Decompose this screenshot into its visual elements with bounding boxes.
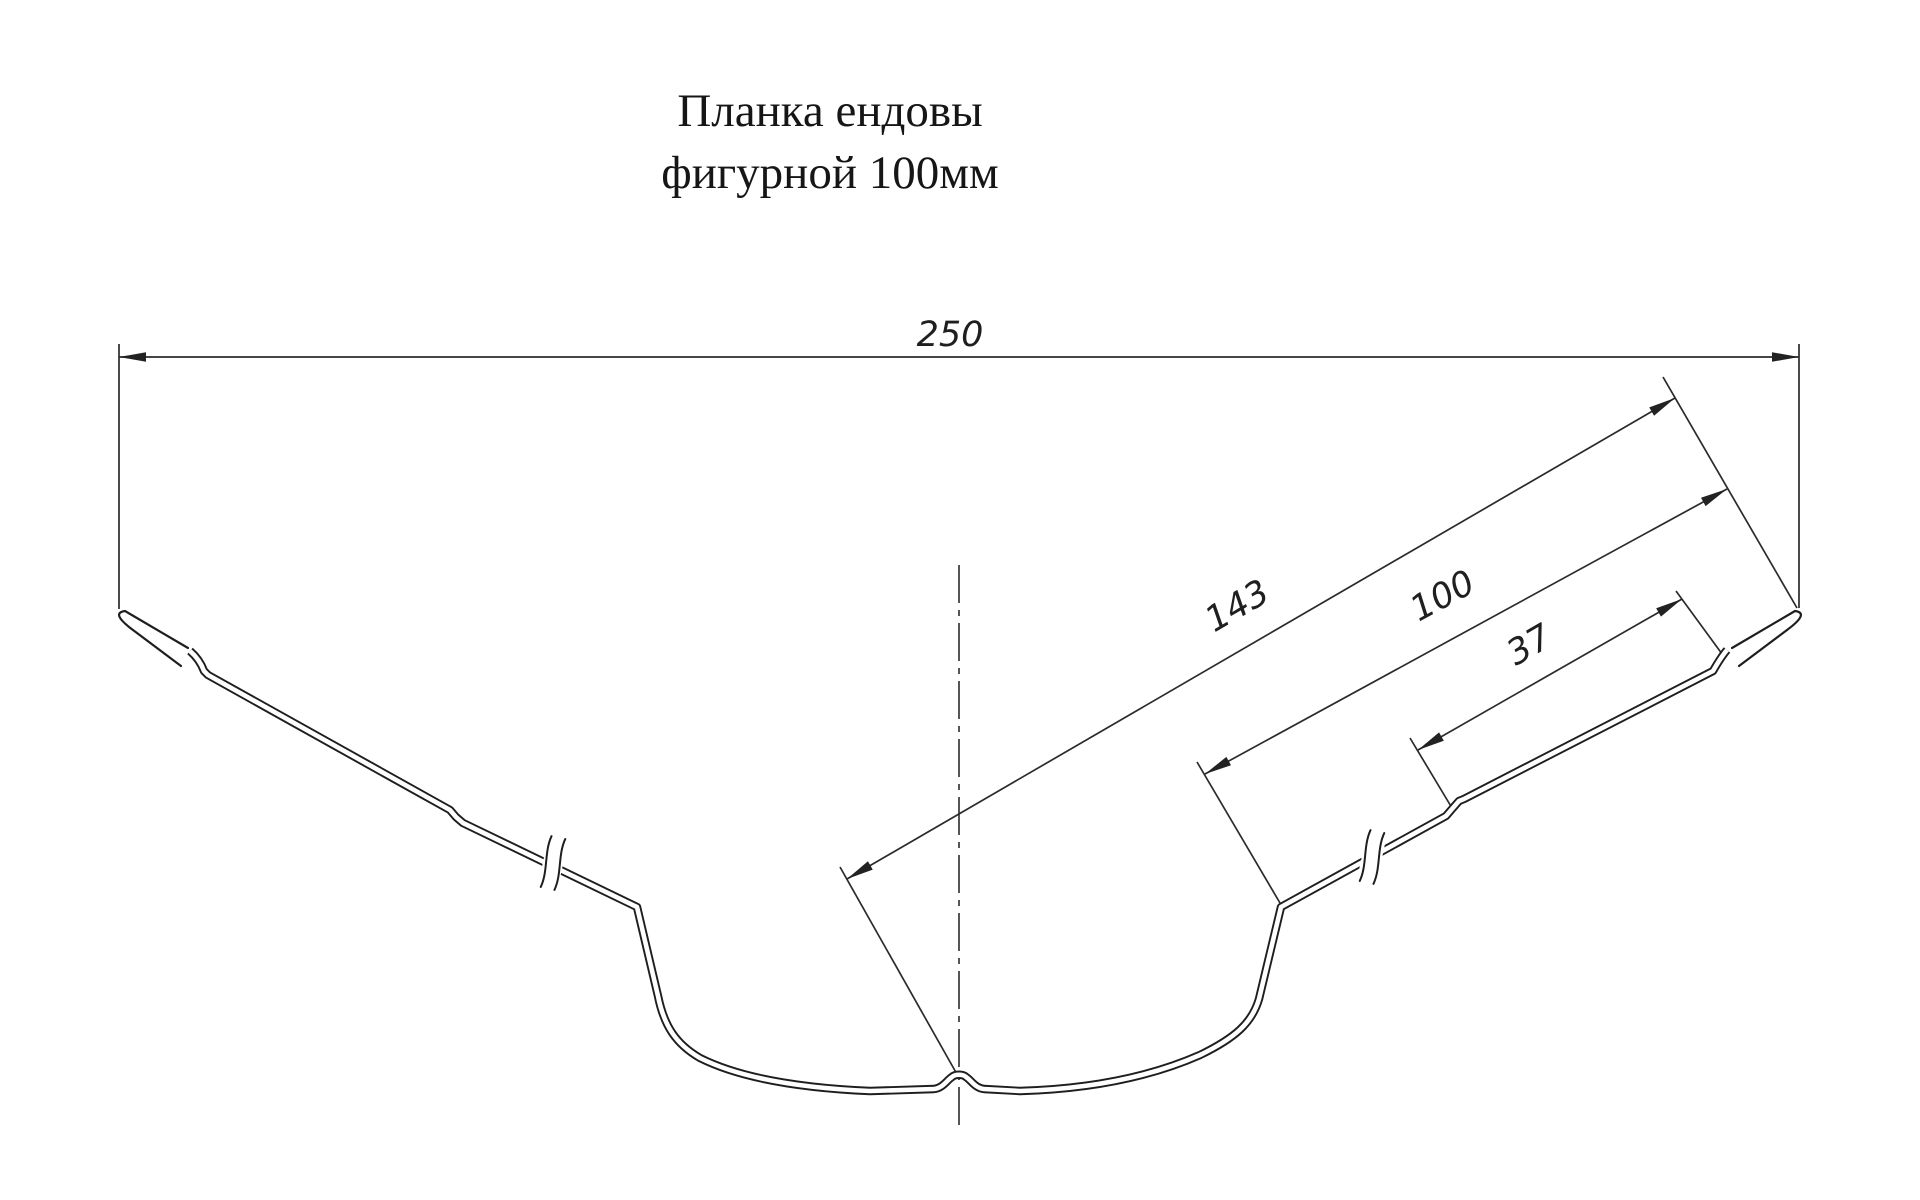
- extension-line-hem-end: [1663, 377, 1797, 608]
- extension-line-center-bump: [840, 867, 958, 1076]
- hem-fold-left: [119, 611, 188, 666]
- dimension-label-143: 143: [1198, 572, 1277, 641]
- extension-line-knee: [1197, 762, 1280, 903]
- extension-line-step: [1410, 738, 1452, 808]
- hem-fold-right: [1732, 611, 1801, 666]
- break-mark-right: [1357, 829, 1388, 886]
- dimension-line-100: [1205, 489, 1727, 774]
- drawing-title-line2: фигурной 100мм: [661, 147, 999, 199]
- extension-line-hem-jog: [1676, 591, 1725, 658]
- dimension-label-overall-width: 250: [916, 315, 984, 355]
- dimension-label-100: 100: [1403, 562, 1482, 630]
- dimension-label-37: 37: [1500, 617, 1559, 674]
- dimension-line-37: [1418, 599, 1682, 750]
- profile-outline: [119, 611, 1801, 1091]
- drawing-title-line1: Планка ендовы: [677, 85, 983, 137]
